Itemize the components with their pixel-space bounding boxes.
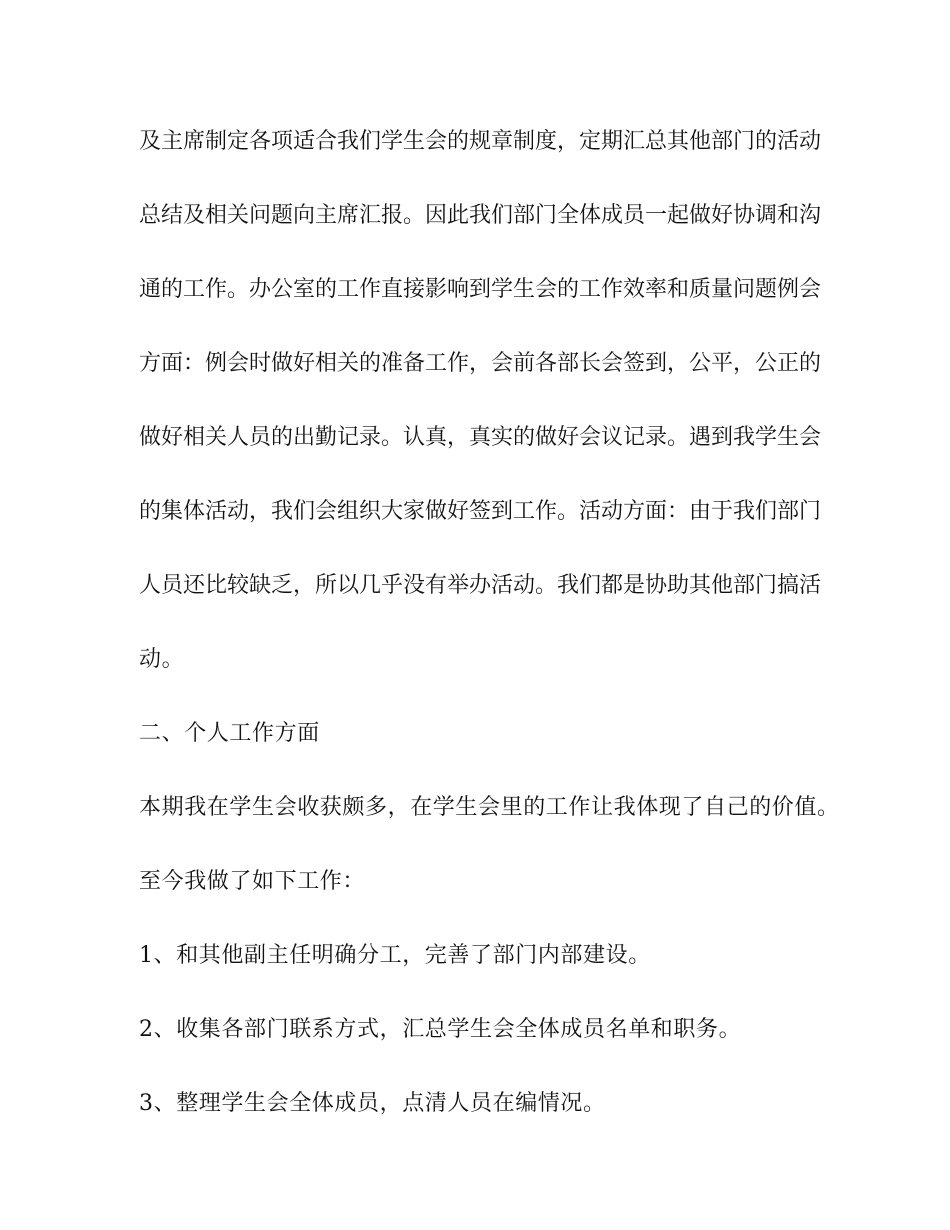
paragraph-line: 总结及相关问题向主席汇报。因此我们部门全体成员一起做好协调和沟 [139,203,822,228]
list-item: 3、整理学生会全体成员，点清人员在编情况。 [139,1091,606,1116]
intro-line: 至今我做了如下工作： [139,869,366,894]
intro-line: 本期我在学生会收获颇多，在学生会里的工作让我体现了自己的价值。 [139,795,840,820]
paragraph-line: 动。 [139,647,185,672]
paragraph-line: 通的工作。办公室的工作直接影响到学生会的工作效率和质量问题例会 [139,277,822,302]
paragraph-line: 方面：例会时做好相关的准备工作，会前各部长会签到，公平，公正的 [139,351,822,376]
list-item: 2、收集各部门联系方式，汇总学生会全体成员名单和职务。 [139,1017,742,1042]
paragraph-line: 及主席制定各项适合我们学生会的规章制度，定期汇总其他部门的活动 [139,129,822,154]
paragraph-line: 人员还比较缺乏，所以几乎没有举办活动。我们都是协助其他部门搞活 [139,573,822,598]
list-item: 1、和其他副主任明确分工，完善了部门内部建设。 [139,943,651,968]
paragraph-line: 的集体活动，我们会组织大家做好签到工作。活动方面：由于我们部门 [139,499,822,524]
section-heading: 二、个人工作方面 [139,721,320,746]
paragraph-line: 做好相关人员的出勤记录。认真，真实的做好会议记录。遇到我学生会 [139,425,822,450]
